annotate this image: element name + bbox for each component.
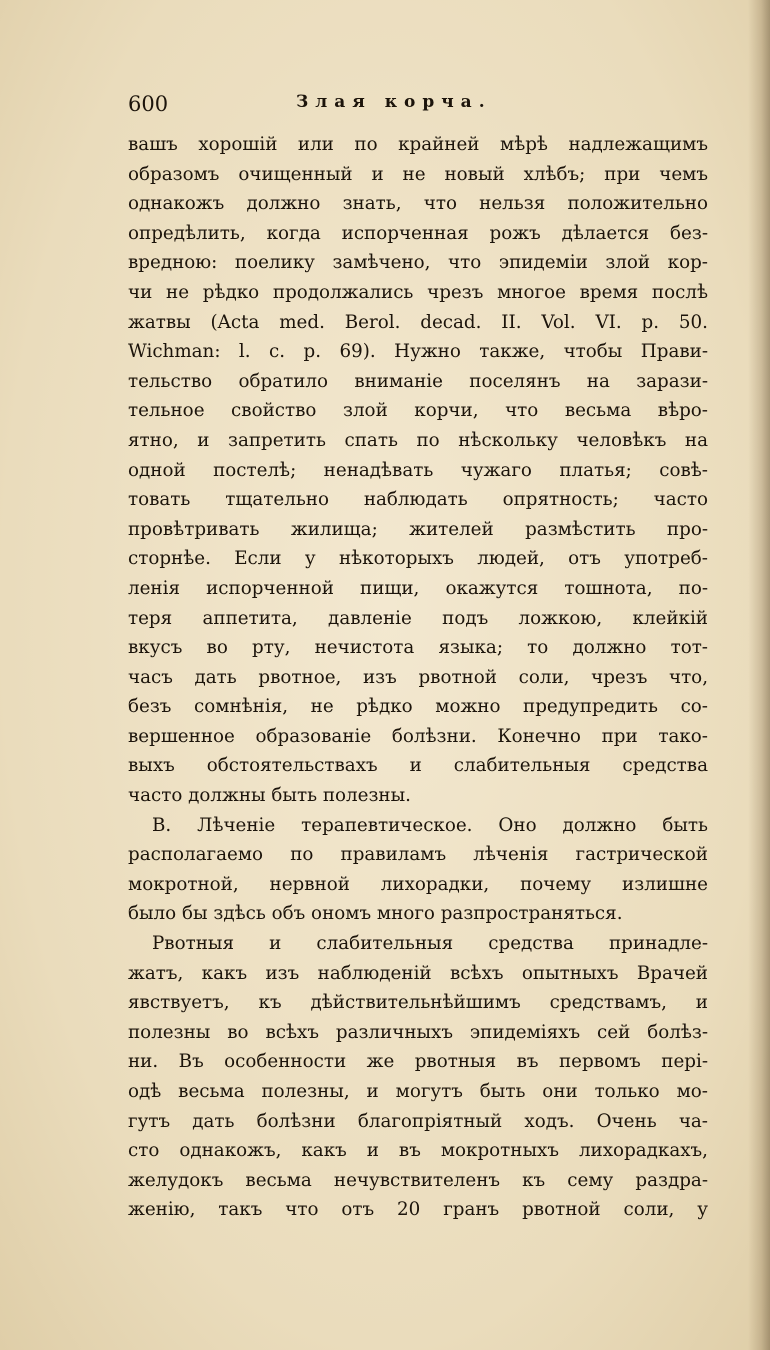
text-line: провѣтривать жилища; жителей размѣстить про-: [128, 518, 708, 540]
text-line: мокротной, нервной лихорадки, почему излишне: [128, 873, 708, 895]
text-line: вкусъ во рту, нечистота языка; то должно тот-: [128, 637, 708, 659]
body-text: [128, 130, 708, 1225]
page-header: [128, 92, 708, 120]
page-edge-shadow: [748, 0, 770, 1350]
text-line: одѣ весьма полезны, и могутъ быть они только мо-: [128, 1081, 708, 1102]
section-heading-line: B. Лѣченіе терапевтическое. Оно должно быть: [152, 814, 708, 836]
text-line: тельство обратило вниманіе поселянъ на зарази-: [128, 370, 708, 392]
text-line: опредѣлить, когда испорченная рожъ дѣлается без-: [128, 222, 708, 244]
text-line: ленія испорченной пищи, окажутся тошнота, по-: [128, 577, 708, 599]
text-line: ятно, и запретить спать по нѣскольку человѣкъ на: [128, 429, 708, 451]
text-line: вредною: поелику замѣчено, что эпидеміи злой кор-: [128, 252, 708, 274]
text-line: однакожъ должно знать, что нельзя положительно: [128, 193, 708, 215]
text-line: Wichman: l. c. p. 69). Нужно также, чтобы Прави-: [128, 341, 708, 363]
text-line: жатвы (Acta med. Berol. decad. II. Vol. VI. p. 50.: [128, 311, 708, 333]
paragraph-end-line: было бы здѣсь объ ономъ много разпространяться.: [128, 903, 623, 925]
text-line: гутъ дать болѣзни благопріятный ходъ. Очень ча-: [128, 1110, 708, 1132]
text-line: женію, такъ что отъ 20 гранъ рвотной соли, у: [128, 1199, 708, 1221]
text-line: товать тщательно наблюдать опрятность; часто: [128, 489, 708, 511]
text-line: безъ сомнѣнія, не рѣдко можно предупредить со-: [128, 696, 708, 718]
text-line: выхъ обстоятельствахъ и слабительныя средства: [128, 755, 708, 777]
text-line: чи не рѣдко продолжались чрезъ многое время послѣ: [128, 281, 708, 303]
text-line: явствуетъ, къ дѣйствительнѣйшимъ средствамъ, и: [128, 992, 708, 1014]
text-line: часъ дать рвотное, изъ рвотной соли, чрезъ что,: [128, 666, 708, 688]
text-line: сторнѣе. Если у нѣкоторыхъ людей, отъ употреб-: [128, 548, 708, 570]
text-line: располагаемо по правиламъ лѣченія гастрической: [128, 844, 708, 866]
text-line: тельное свойство злой корчи, что весьма вѣро-: [128, 400, 708, 422]
text-line: полезны во всѣхъ различныхъ эпидеміяхъ сей болѣз-: [128, 1021, 708, 1043]
text-line: одной постелѣ; ненадѣвать чужаго платья; совѣ-: [128, 459, 708, 481]
paragraph-start-line: Рвотныя и слабительныя средства принадле-: [152, 933, 708, 955]
text-line: жатъ, какъ изъ наблюденій всѣхъ опытныхъ Врачей: [128, 962, 708, 984]
running-head: Злая корча.: [296, 92, 492, 112]
text-line: образомъ очищенный и не новый хлѣбъ; при чемъ: [128, 163, 708, 185]
page-number: 600: [128, 92, 169, 116]
text-line: вершенное образованіе болѣзни. Конечно при тако-: [128, 725, 708, 747]
text-line: ни. Въ особенности же рвотныя въ первомъ пері-: [128, 1051, 708, 1073]
text-line: сто однакожъ, какъ и въ мокротныхъ лихорадкахъ,: [128, 1140, 708, 1162]
text-line: вашъ хорошій или по крайней мѣрѣ надлежащимъ: [128, 134, 708, 155]
text-line: теря аппетита, давленіе подъ ложкою, клейкій: [128, 607, 708, 629]
paragraph-end-line: часто должны быть полезны.: [128, 785, 411, 807]
text-line: желудокъ весьма нечувствителенъ къ сему раздра-: [128, 1169, 708, 1191]
